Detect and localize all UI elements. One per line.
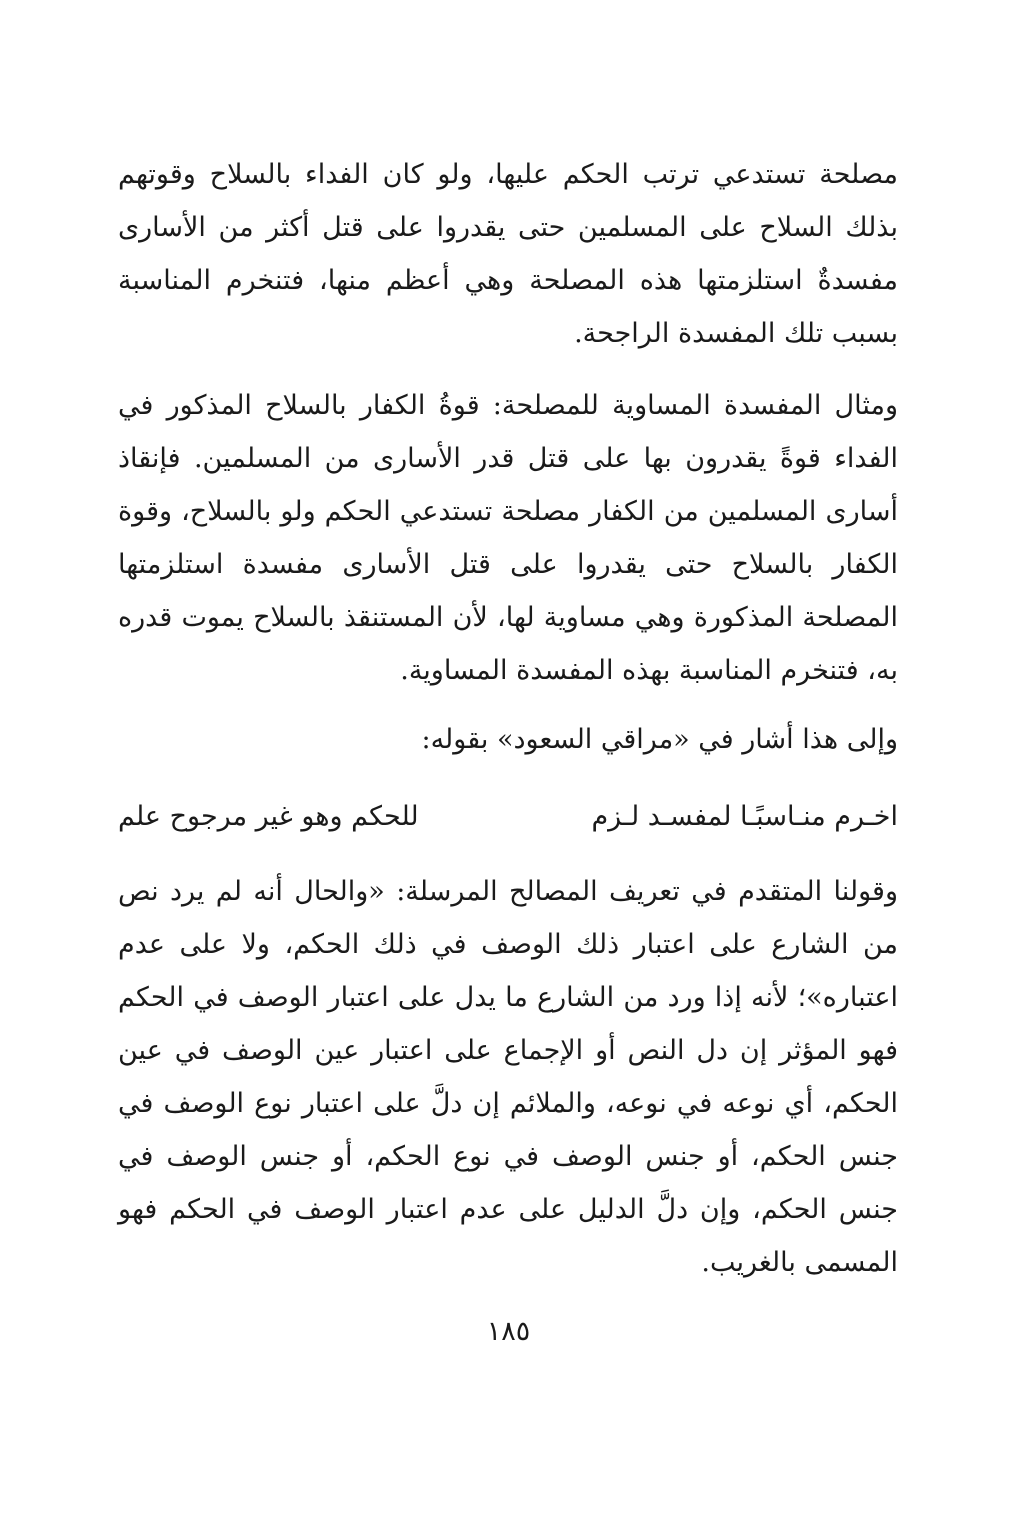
poetry-verse (118, 790, 898, 843)
verse-first-hemistich: اخـرم منـاسبًـا لمفسـد لـزم (591, 801, 898, 832)
page-number: ١٨٥ (486, 1316, 531, 1347)
paragraph-masalih-mursala: وقولنا المتقدم في تعريف المصالح المرسلة: «والحال أنه لم يرد نص من الشارع على اعتبار ذلك الوصف في ذلك الحكم، ولا على عدم اعتباره»؛ لأنه إذا ورد من الشارع ما يدل على اعتبار الوصف في الحكم فهو المؤثر إن دل النص أو الإجماع على اعتبار عين الوصف في عين الحكم، أي نوعه في نوعه، والملائم إن دلَّ على اعتبار نوع الوصف في جنس الحكم، أو جنس الوصف في نوع الحكم، أو جنس الوصف في جنس الحكم، وإن دلَّ الدليل على عدم اعتبار الوصف في الحكم فهو المسمى بالغريب. (118, 876, 898, 1278)
paragraph-verse-intro: وإلى هذا أشار في «مراقي السعود» بقوله: (421, 724, 898, 755)
paragraph-mafsada-rajiha: مصلحة تستدعي ترتب الحكم عليها، ولو كان الفداء بالسلاح وقوتهم بذلك السلاح على المسلمين حتى يقدروا على قتل أكثر من الأسارى مفسدةٌ استلزمتها هذه المصلحة وهي أعظم منها، فتنخرم المناسبة بسبب تلك المفسدة الراجحة. (118, 159, 898, 349)
verse-second-hemistich: للحكم وهو غير مرجوح علم (118, 801, 419, 832)
paragraph-mafsada-musawiya: ومثال المفسدة المساوية للمصلحة: قوةُ الكفار بالسلاح المذكور في الفداء قوةً يقدرون بها على قتل قدر الأسارى من المسلمين. فإنقاذ أسارى المسلمين من الكفار مصلحة تستدعي الحكم ولو بالسلاح، وقوة الكفار بالسلاح حتى يقدروا على قتل الأسارى مفسدة استلزمتها المصلحة المذكورة وهي مساوية لها، لأن المستنقذ بالسلاح يموت قدره به، فتنخرم المناسبة بهذه المفسدة المساوية. (118, 390, 898, 686)
